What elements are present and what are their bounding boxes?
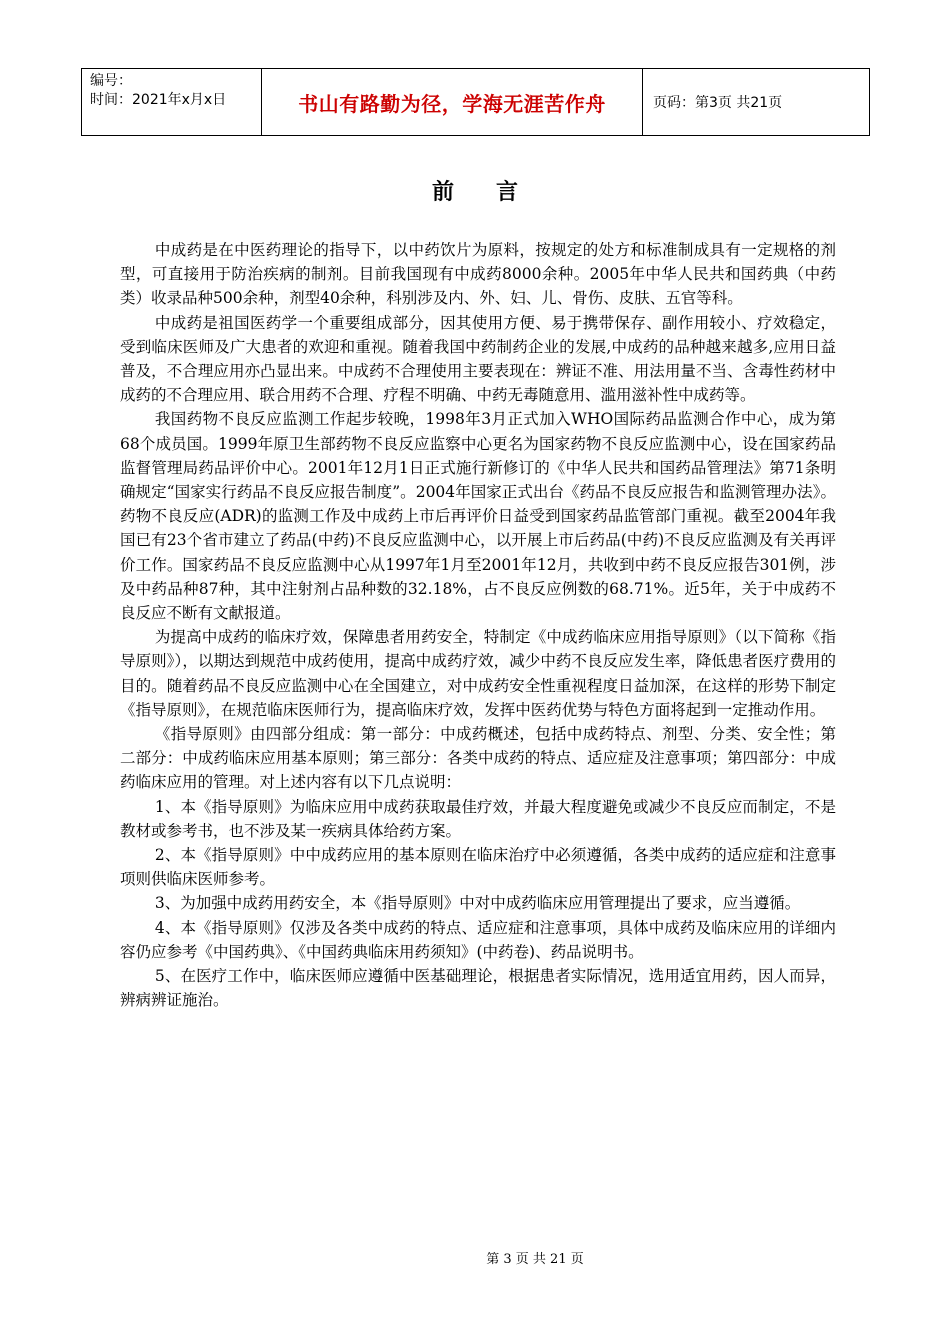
paragraph: 为提高中成药的临床疗效，保障患者用药安全，特制定《中成药临床应用指导原则》（以下简称《指导原则》），以期达到规范中成药使用，提高中成药疗效，减少中药不良反应发生率，降低患者医疗费用的目的。随着药品不良反应监测中心在全国建立，对中成药安全性重视程度日益加深，在这样的形势下制定《指导原则》，在规范临床医师行为，提高临床疗效，发挥中医药优势与特色方面将起到一定推动作用。	[120, 628, 836, 719]
header-motto: 书山有路勤为径，学海无涯苦作舟	[262, 69, 643, 136]
document-date: 时间：2021年x月x日	[90, 92, 227, 108]
paragraph: 2、本《指导原则》中中成药应用的基本原则在临床治疗中必须遵循，各类中成药的适应症和注意事项则供临床医师参考。	[120, 846, 836, 889]
paragraph: 我国药物不良反应监测工作起步较晚，1998年3月正式加入WHO国际药品监测合作中心，成为第68个成员国。1999年原卫生部药物不良反应监察中心更名为国家药物不良反应监测中心，设在国家药品监督管理局药品评价中心。2001年12月1日正式施行新修订的《中华人民共和国药品管理法》第71条明确规定“国家实行药品不良反应报告制度”。2004年国家正式出台《药品不良反应报告和监测管理办法》。药物不良反应(ADR)的监测工作及中成药上市后再评价日益受到国家药品监管部门重视。截至2004年我国已有23个省市建立了药品(中药)不良反应监测中心，以开展上市后药品(中药)不良反应监测及有关再评价工作。国家药品不良反应监测中心从1997年1月至2001年12月，共收到中药不良反应报告301例，涉及中药品种87种，其中注射剂占品种数的32.18%，占不良反应例数的68.71%。近5年，关于中成药不良反应不断有文献报道。	[120, 410, 836, 623]
paragraph: 3、为加强中成药用药安全，本《指导原则》中对中成药临床应用管理提出了要求，应当遵循。	[154, 894, 801, 913]
paragraph: 中成药是在中医药理论的指导下，以中药饮片为原料，按规定的处方和标准制成具有一定规格的剂型，可直接用于防治疾病的制剂。目前我国现有中成药8000余种。2005年中华人民共和国药典（中药类）收录品种500余种，剂型40余种，科别涉及内、外、妇、儿、骨伤、皮肤、五官等科。	[120, 241, 836, 308]
paragraph: 中成药是祖国医药学一个重要组成部分，因其使用方便、易于携带保存、副作用较小、疗效稳定，受到临床医师及广大患者的欢迎和重视。随着我国中药制药企业的发展,中成药的品种越来越多,应用日益普及，不合理应用亦凸显出来。中成药不合理使用主要表现在：辨证不准、用法用量不当、含毒性药材中成药的不合理应用、联合用药不合理、疗程不明确、中药无毒随意用、滥用滋补性中成药等。	[120, 313, 836, 405]
paragraph: 1、本《指导原则》为临床应用中成药获取最佳疗效，并最大程度避免或减少不良反应而制定，不是教材或参考书，也不涉及某一疾病具体给药方案。	[120, 797, 836, 840]
header-table	[81, 68, 870, 136]
header-meta	[82, 69, 262, 136]
document-body	[120, 238, 836, 1013]
page-title: 前言	[431, 180, 560, 205]
paragraph: 4、本《指导原则》仅涉及各类中成药的特点、适应症和注意事项，具体中成药及临床应用的详细内容仍应参考《中国药典》、《中国药典临床用药须知》(中药卷)、药品说明书。	[120, 918, 836, 961]
document-number: 编号：	[90, 73, 132, 89]
paragraph: 《指导原则》由四部分组成：第一部分：中成药概述，包括中成药特点、剂型、分类、安全性；第二部分：中成药临床应用基本原则；第三部分：各类中成药的特点、适应症及注意事项；第四部分：中成药临床应用的管理。对上述内容有以下几点说明：	[120, 725, 836, 792]
header-page-info: 页码：第3页 共21页	[643, 69, 870, 136]
page-footer: 第 3 页 共 21 页	[486, 1252, 584, 1267]
paragraph: 5、在医疗工作中，临床医师应遵循中医基础理论，根据患者实际情况，选用适宜用药，因人而异，辨病辨证施治。	[120, 967, 836, 1010]
